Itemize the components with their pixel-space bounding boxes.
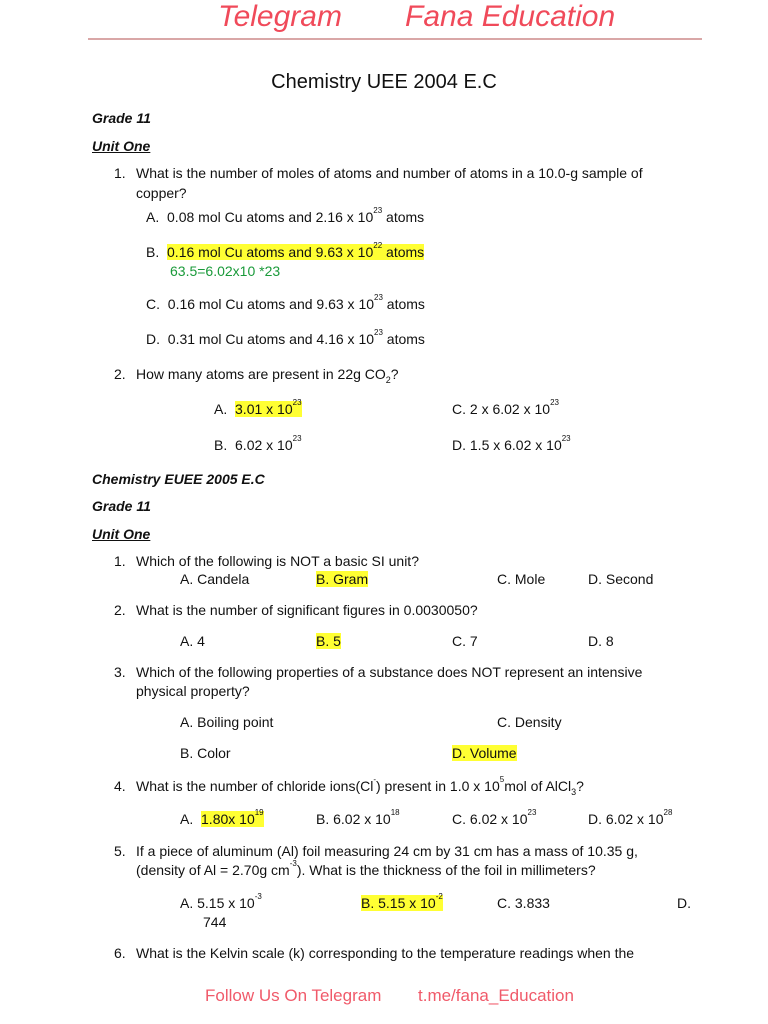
question-text: How many atoms are present in 22g $CO_2$? xyxy=(136,366,399,385)
option-d: D. 6.02 x $10^{28}$ xyxy=(588,808,673,827)
option-b: B. 6.02 x $10^{23}$ xyxy=(214,434,302,453)
unit-label: Unit One xyxy=(92,526,151,542)
option-a: A. Candela xyxy=(180,571,250,587)
option-b: B. 0.16 mol Cu atoms and 9.63 x $10^{22}$ atoms xyxy=(146,241,425,260)
option-b: B. Color xyxy=(180,745,231,761)
option-b xyxy=(316,633,341,649)
question-text-cont: (density of Al = 2.70g $cm^{-3}$). What is the thickness of the foil in millimeters? xyxy=(136,859,596,878)
question-number: 5. xyxy=(114,843,126,859)
grade-label: Grade 11 xyxy=(92,110,151,126)
option-a: A. 1.80x $10^{19}$ xyxy=(180,808,264,827)
page-title: Chemistry UEE 2004 E.C xyxy=(271,71,497,93)
question-number: 1. xyxy=(114,165,126,181)
option-d: D. Second xyxy=(588,571,654,587)
answer-highlight: 0.16 mol Cu atoms and 9.63 x $10^{22}$ atoms xyxy=(167,241,425,260)
question-number: 6. xyxy=(114,945,126,961)
option-c: C. 0.16 mol Cu atoms and 9.63 x $10^{23}$ atoms xyxy=(146,293,425,312)
section-title: Chemistry EUEE 2005 E.C xyxy=(92,471,265,487)
question-text: What is the number of moles of atoms and number of atoms in a 10.0-g sample of xyxy=(136,165,643,181)
answer-highlight: 1.80x $10^{19}$ xyxy=(201,808,264,827)
question-number: 2. xyxy=(114,602,126,618)
question-text: Which of the following is NOT a basic SI unit? xyxy=(136,553,419,569)
answer-highlight: D. Volume xyxy=(452,745,517,761)
footer-telegram-link[interactable]: t.me/fana_Education xyxy=(418,986,574,1005)
header-brand: Fana Education xyxy=(405,0,616,33)
unit-label: Unit One xyxy=(92,138,151,154)
question-number: 4. xyxy=(114,778,126,794)
header-telegram: Telegram xyxy=(218,0,342,33)
option-b xyxy=(361,892,443,911)
option-b xyxy=(316,571,368,587)
option-d: D. xyxy=(677,895,691,911)
option-d: D. 8 xyxy=(588,633,614,649)
option-c: C. Density xyxy=(497,714,562,730)
question-text: If a piece of aluminum (Al) foil measuring 24 cm by 31 cm has a mass of 10.35 g, xyxy=(136,843,638,859)
question-text-cont: copper? xyxy=(136,185,187,201)
option-a: A. Boiling point xyxy=(180,714,274,730)
answer-highlight: B. 5.15 x $10^{-2}$ xyxy=(361,892,443,911)
grade-label: Grade 11 xyxy=(92,498,151,514)
option-c: C. 2 x 6.02 x $10^{23}$ xyxy=(452,398,559,417)
question-text: What is the number of significant figures in 0.0030050? xyxy=(136,602,478,618)
option-c: C. 3.833 xyxy=(497,895,550,911)
answer-highlight: B. Gram xyxy=(316,571,369,587)
option-a: A. 4 xyxy=(180,633,205,649)
answer-highlight: 3.01 x $10^{23}$ xyxy=(235,398,302,417)
option-c: C. 6.02 x $10^{23}$ xyxy=(452,808,537,827)
question-text: What is the number of chloride ions(Cl-) present in 1.0 x $10^5mol$ of AlCl$_3$? xyxy=(136,775,584,797)
answer-note: 63.5=6.02x10 *23 xyxy=(170,263,281,279)
question-number: 3. xyxy=(114,664,126,680)
header-divider xyxy=(88,38,702,40)
answer-highlight: B. 5 xyxy=(316,633,341,649)
option-d: D. 0.31 mol Cu atoms and 4.16 x $10^{23}$ atoms xyxy=(146,328,425,347)
option-d-value: 744 xyxy=(203,914,227,930)
option-a: A. 0.08 mol Cu atoms and 2.16 x $10^{23}$ atoms xyxy=(146,206,425,225)
question-number: 2. xyxy=(114,366,126,382)
option-c: C. 7 xyxy=(452,633,478,649)
option-a: A. 3.01 x $10^{23}$ xyxy=(214,398,302,417)
option-b: B. 6.02 x $10^{18}$ xyxy=(316,808,400,827)
question-text: What is the Kelvin scale (k) corresponding to the temperature readings when the xyxy=(136,945,635,961)
option-d xyxy=(452,745,517,761)
option-a: A. 5.15 x $10^{-3}$ xyxy=(180,892,262,911)
question-text-cont: physical property? xyxy=(136,683,250,699)
option-d: D. 1.5 x 6.02 x $10^{23}$ xyxy=(452,434,571,453)
option-c: C. Mole xyxy=(497,571,546,587)
footer-follow-text: Follow Us On Telegram xyxy=(205,986,382,1005)
question-number: 1. xyxy=(114,553,126,569)
question-text: Which of the following properties of a substance does NOT represent an intensive xyxy=(136,664,643,680)
